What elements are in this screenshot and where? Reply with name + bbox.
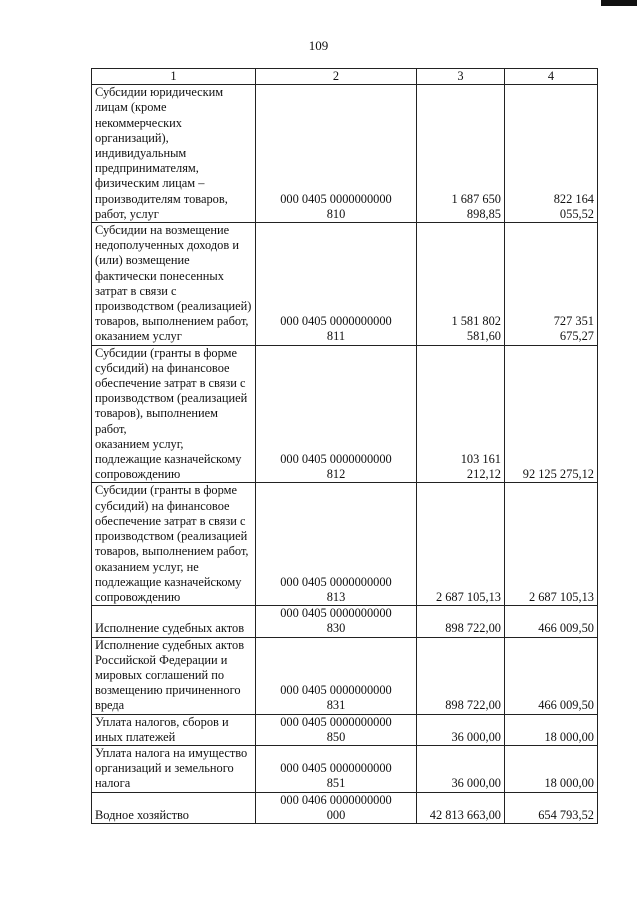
budget-item-name-line: оказанием услуг, [95,436,184,451]
column-header-3: 3 [417,69,505,85]
column-header-4: 4 [505,69,598,85]
budget-item-name-line: вреда [95,698,125,713]
budget-item-name-line: подлежащие казначейскому [95,452,242,467]
table-row [92,85,598,223]
budget-code-line: 000 0405 0000000000 [280,314,392,329]
budget-item-name-line: мировых соглашений по [95,667,225,682]
amount-col3-line: 103 161 [460,452,501,467]
amount-col4 [505,792,598,823]
budget-code-line: 813 [326,589,346,604]
budget-item-name [92,85,256,223]
amount-col4 [505,714,598,745]
budget-item-name-line: производством (реализацией) [95,299,252,314]
amount-col3 [417,85,505,223]
table-row [92,745,598,792]
budget-item-name-line: товаров), выполнением работ, [95,406,218,436]
budget-item-name-line: некоммерческих [95,115,182,130]
amount-col3 [417,223,505,346]
budget-item-name-line: Субсидии на возмещение [95,223,230,238]
budget-item-name-line: организаций и земельного [95,761,234,776]
budget-code [256,606,417,637]
corner-mark [601,0,637,6]
amount-col3 [417,714,505,745]
budget-item-name [92,223,256,346]
amount-col3 [417,483,505,606]
amount-col4-line: 675,27 [559,329,594,344]
budget-code-line: 000 0405 0000000000 [280,714,392,729]
column-header-2: 2 [256,69,417,85]
table-row [92,637,598,714]
table-row [92,792,598,823]
budget-item-name-line: работ, услуг [95,206,159,221]
table-row [92,345,598,483]
budget-item-name-line: производством (реализацией [95,529,248,544]
amount-col3-line: 36 000,00 [451,776,501,791]
budget-code-line: 000 0405 0000000000 [280,761,392,776]
budget-item-name [92,637,256,714]
budget-code [256,714,417,745]
budget-item-name-line: товаров, выполнением работ, [95,314,249,329]
budget-code-line: 850 [326,729,346,744]
amount-col4-line: 2 687 105,13 [528,589,594,604]
budget-item-name-line: сопровождению [95,589,181,604]
budget-item-name-line: обеспечение затрат в связи с [95,376,246,391]
amount-col3-line: 2 687 105,13 [435,589,501,604]
budget-item-name-line: физическим лицам – [95,176,205,191]
amount-col4 [505,745,598,792]
amount-col3-line: 212,12 [466,467,501,482]
budget-item-name-line: иных платежей [95,729,176,744]
budget-item-name-line: предпринимателям, [95,161,199,176]
budget-code [256,85,417,223]
budget-item-name-line: Исполнение судебных актов [95,637,245,652]
budget-item-name-line: Уплата налога на имущество [95,745,248,760]
amount-col3-line: 898,85 [466,206,501,221]
amount-col4-line: 654 793,52 [538,807,594,822]
amount-col4 [505,85,598,223]
budget-item-name-line: оказанием услуг [95,329,182,344]
budget-item-name-line: производителям товаров, [95,191,228,206]
budget-code-line: 000 0405 0000000000 [280,191,392,206]
amount-col4-line: 055,52 [559,206,594,221]
budget-item-name-line: налога [95,776,131,791]
budget-code [256,637,417,714]
amount-col3-line: 898 722,00 [445,621,501,636]
budget-item-name-line: Водное хозяйство [95,807,190,822]
amount-col4 [505,483,598,606]
amount-col4-line: 92 125 275,12 [522,467,594,482]
amount-col4-line: 18 000,00 [544,776,594,791]
budget-code-line: 000 [326,807,346,822]
budget-code-line: 000 0405 0000000000 [280,606,392,621]
amount-col3-line: 42 813 663,00 [429,807,501,822]
amount-col4 [505,606,598,637]
budget-item-name-line: субсидий) на финансовое [95,360,230,375]
budget-code [256,745,417,792]
budget-item-name-line: Уплата налогов, сборов и [95,714,229,729]
budget-code-line: 000 0405 0000000000 [280,574,392,589]
budget-item-name-line: лицам (кроме [95,100,167,115]
amount-col4 [505,637,598,714]
budget-item-name-line: Российской Федерации и [95,652,228,667]
budget-item-name-line: Исполнение судебных актов [95,621,245,636]
page-number: 109 [308,38,329,53]
budget-item-name [92,745,256,792]
amount-col3 [417,606,505,637]
amount-col3-line: 36 000,00 [451,729,501,744]
amount-col4-line: 822 164 [553,191,594,206]
budget-code-line: 851 [326,776,346,791]
amount-col4-line: 466 009,50 [538,621,594,636]
table-row [92,223,598,346]
amount-col3-line: 898 722,00 [445,698,501,713]
budget-item-name-line: сопровождению [95,467,181,482]
budget-table [91,68,598,824]
budget-item-name-line: товаров, выполнением работ, [95,544,249,559]
amount-col4 [505,223,598,346]
budget-item-name-line: подлежащие казначейскому [95,574,242,589]
budget-item-name-line: производством (реализацией [95,391,248,406]
column-header-1: 1 [92,69,256,85]
header-row [92,69,598,85]
budget-item-name-line: (или) возмещение [95,253,190,268]
amount-col3 [417,745,505,792]
budget-item-name-line: индивидуальным [95,146,187,161]
budget-code-line: 812 [326,467,346,482]
budget-item-name-line: Субсидии юридическим [95,85,224,100]
budget-item-name-line: фактически понесенных [95,268,224,283]
budget-item-name-line: организаций), [95,130,169,145]
budget-code [256,792,417,823]
amount-col3-line: 1 687 650 [451,191,501,206]
budget-item-name-line: недополученных доходов и [95,238,239,253]
amount-col3-line: 581,60 [466,329,501,344]
budget-item-name [92,792,256,823]
budget-item-name [92,483,256,606]
budget-item-name-line: Субсидии (гранты в форме [95,345,237,360]
budget-code-line: 000 0406 0000000000 [280,792,392,807]
budget-code-line: 811 [326,329,346,344]
budget-code [256,483,417,606]
amount-col4-line: 727 351 [553,314,594,329]
budget-item-name [92,345,256,483]
budget-item-name-line: субсидий) на финансовое [95,498,230,513]
budget-code-line: 810 [326,206,346,221]
amount-col3 [417,792,505,823]
budget-item-name-line: возмещению причиненного [95,683,241,698]
table-row [92,714,598,745]
budget-code-line: 830 [326,621,346,636]
table-row [92,483,598,606]
budget-item-name-line: Субсидии (гранты в форме [95,483,237,498]
budget-code [256,223,417,346]
budget-item-name-line: обеспечение затрат в связи с [95,513,246,528]
budget-code-line: 000 0405 0000000000 [280,683,392,698]
budget-item-name [92,606,256,637]
amount-col3 [417,345,505,483]
amount-col4 [505,345,598,483]
budget-item-name-line: затрат в связи с [95,283,177,298]
amount-col4-line: 18 000,00 [544,729,594,744]
amount-col3 [417,637,505,714]
budget-item-name-line: оказанием услуг, не [95,559,199,574]
table-row [92,606,598,637]
amount-col3-line: 1 581 802 [451,314,501,329]
budget-code-line: 831 [326,698,346,713]
amount-col4-line: 466 009,50 [538,698,594,713]
budget-code [256,345,417,483]
budget-code-line: 000 0405 0000000000 [280,452,392,467]
budget-item-name [92,714,256,745]
